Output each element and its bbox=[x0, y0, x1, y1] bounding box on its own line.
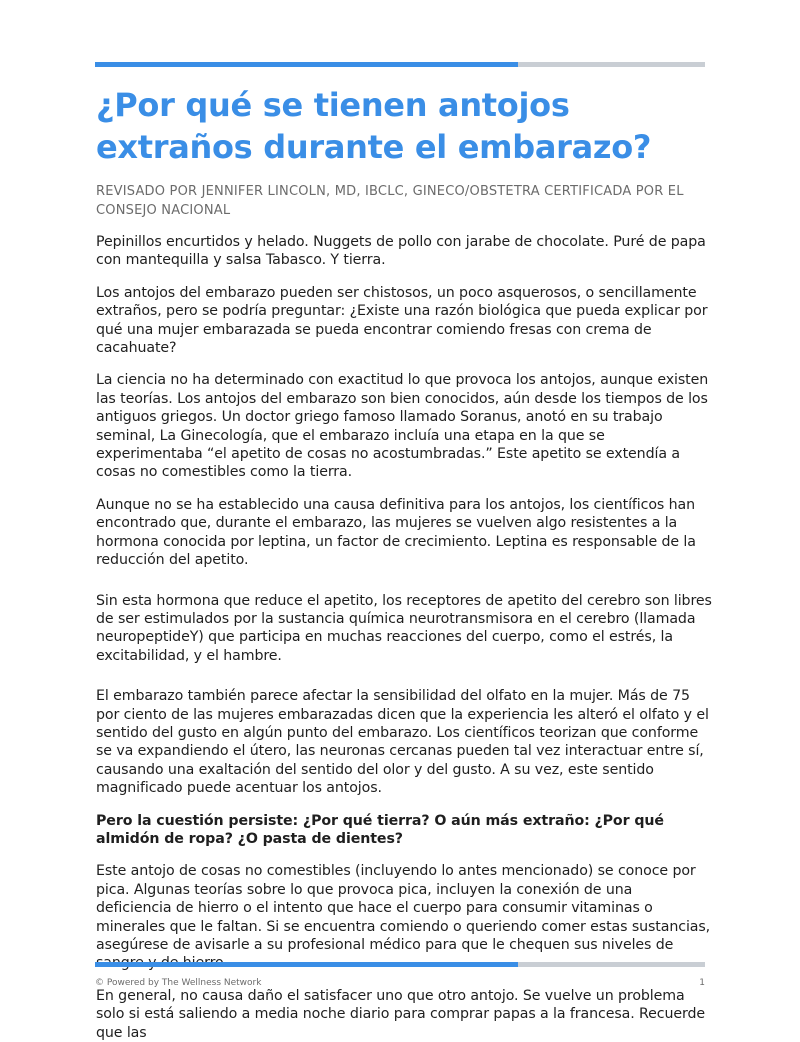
subheading-question: Pero la cuestión persiste: ¿Por qué tierra? O aún más extraño: ¿Por qué almidón de ropa? ¿O pasta de dientes? bbox=[96, 812, 664, 847]
bottom-rule-blue bbox=[95, 962, 518, 967]
bottom-rule bbox=[95, 962, 705, 967]
article bbox=[96, 84, 712, 1042]
bottom-rule-gray bbox=[518, 962, 705, 967]
byline: REVISADO POR JENNIFER LINCOLN, MD, IBCLC, GINECO/OBSTETRA CERTIFICADA POR EL CONSEJO NACIONAL bbox=[96, 184, 684, 218]
article-title: ¿Por qué se tienen antojos extraños durante el embarazo? bbox=[96, 86, 652, 166]
paragraph-2: Los antojos del embarazo pueden ser chistosos, un poco asquerosos, o sencillamente extraños, pero se podría preguntar: ¿Existe una razón biológica que pueda explicar por qué una mujer embarazada se pueda encontrar comiendo fresas con crema de cacahuate? bbox=[96, 284, 708, 357]
paragraph-4: Aunque no se ha establecido una causa definitiva para los antojos, los científicos han encontrado que, durante el embarazo, las mujeres se vuelven algo resistentes a la hormona conocida por leptina, un factor de crecimiento. Leptina es responsable de la reducción del apetito. bbox=[96, 496, 696, 569]
paragraph-5: Sin esta hormona que reduce el apetito, los receptores de apetito del cerebro son libres de ser estimulados por la sustancia química neurotransmisora en el cerebro (llamada neuropeptideY) que participa en muchas reacciones del cuerpo, como el estrés, la excitabilidad, y el hambre. bbox=[96, 592, 712, 664]
top-rule-blue bbox=[95, 62, 518, 67]
paragraph-9: En general, no causa daño el satisfacer uno que otro antojo. Se vuelve un problema solo si está saliendo a media noche diario para comprar papas a la francesa. Recuerde que las bbox=[96, 987, 706, 1041]
paragraph-8: Este antojo de cosas no comestibles (incluyendo lo antes mencionado) se conoce por pica. Algunas teorías sobre lo que provoca pica, incluyen la conexión de una deficiencia de hierro o el intento que hace el cuerpo para consumir vitaminas o minerales que le faltan. Si se encuentra comiendo o queriendo comer estas sustancias, asegúrese de avisarle a su profesional médico para que le chequen sus niveles de bbox=[96, 863, 711, 953]
page-number: 1 bbox=[699, 978, 705, 988]
top-rule-gray bbox=[518, 62, 705, 67]
paragraph-1: Pepinillos encurtidos y helado. Nuggets de pollo con jarabe de chocolate. Puré de papa con mantequilla y salsa Tabasco. Y tierra. bbox=[96, 234, 706, 269]
footer-credit: © Powered by The Wellness Network bbox=[95, 978, 262, 988]
top-rule bbox=[95, 62, 705, 67]
paragraph-6: El embarazo también parece afectar la sensibilidad del olfato en la mujer. Más de 75 por ciento de las mujeres embarazadas dicen que la experiencia les alteró el olfato y el sentido del gusto en algún punto del embarazo. Los científicos teorizan que conforme se va expandiendo el útero, las neuronas cercanas pueden tal vez interactuar entre sí, causando una exaltación del sentido del olor y del gusto. A su vez, este sentido magnificado puede acentuar los antojos. bbox=[96, 688, 709, 797]
paragraph-3: La ciencia no ha determinado con exactitud lo que provoca los antojos, aunque existen las teorías. Los antojos del embarazo son bien conocidos, aún desde los tiempos de los antiguos griegos. Un doctor griego famoso llamado Soranus, anotó en su trabajo seminal, La Ginecología, que el embarazo incluía una etapa en la que se experimentaba “el apetito de cosas no acostumbradas.” Este apetito se extendía a cosas no comestibles como la tierra. bbox=[96, 372, 709, 481]
